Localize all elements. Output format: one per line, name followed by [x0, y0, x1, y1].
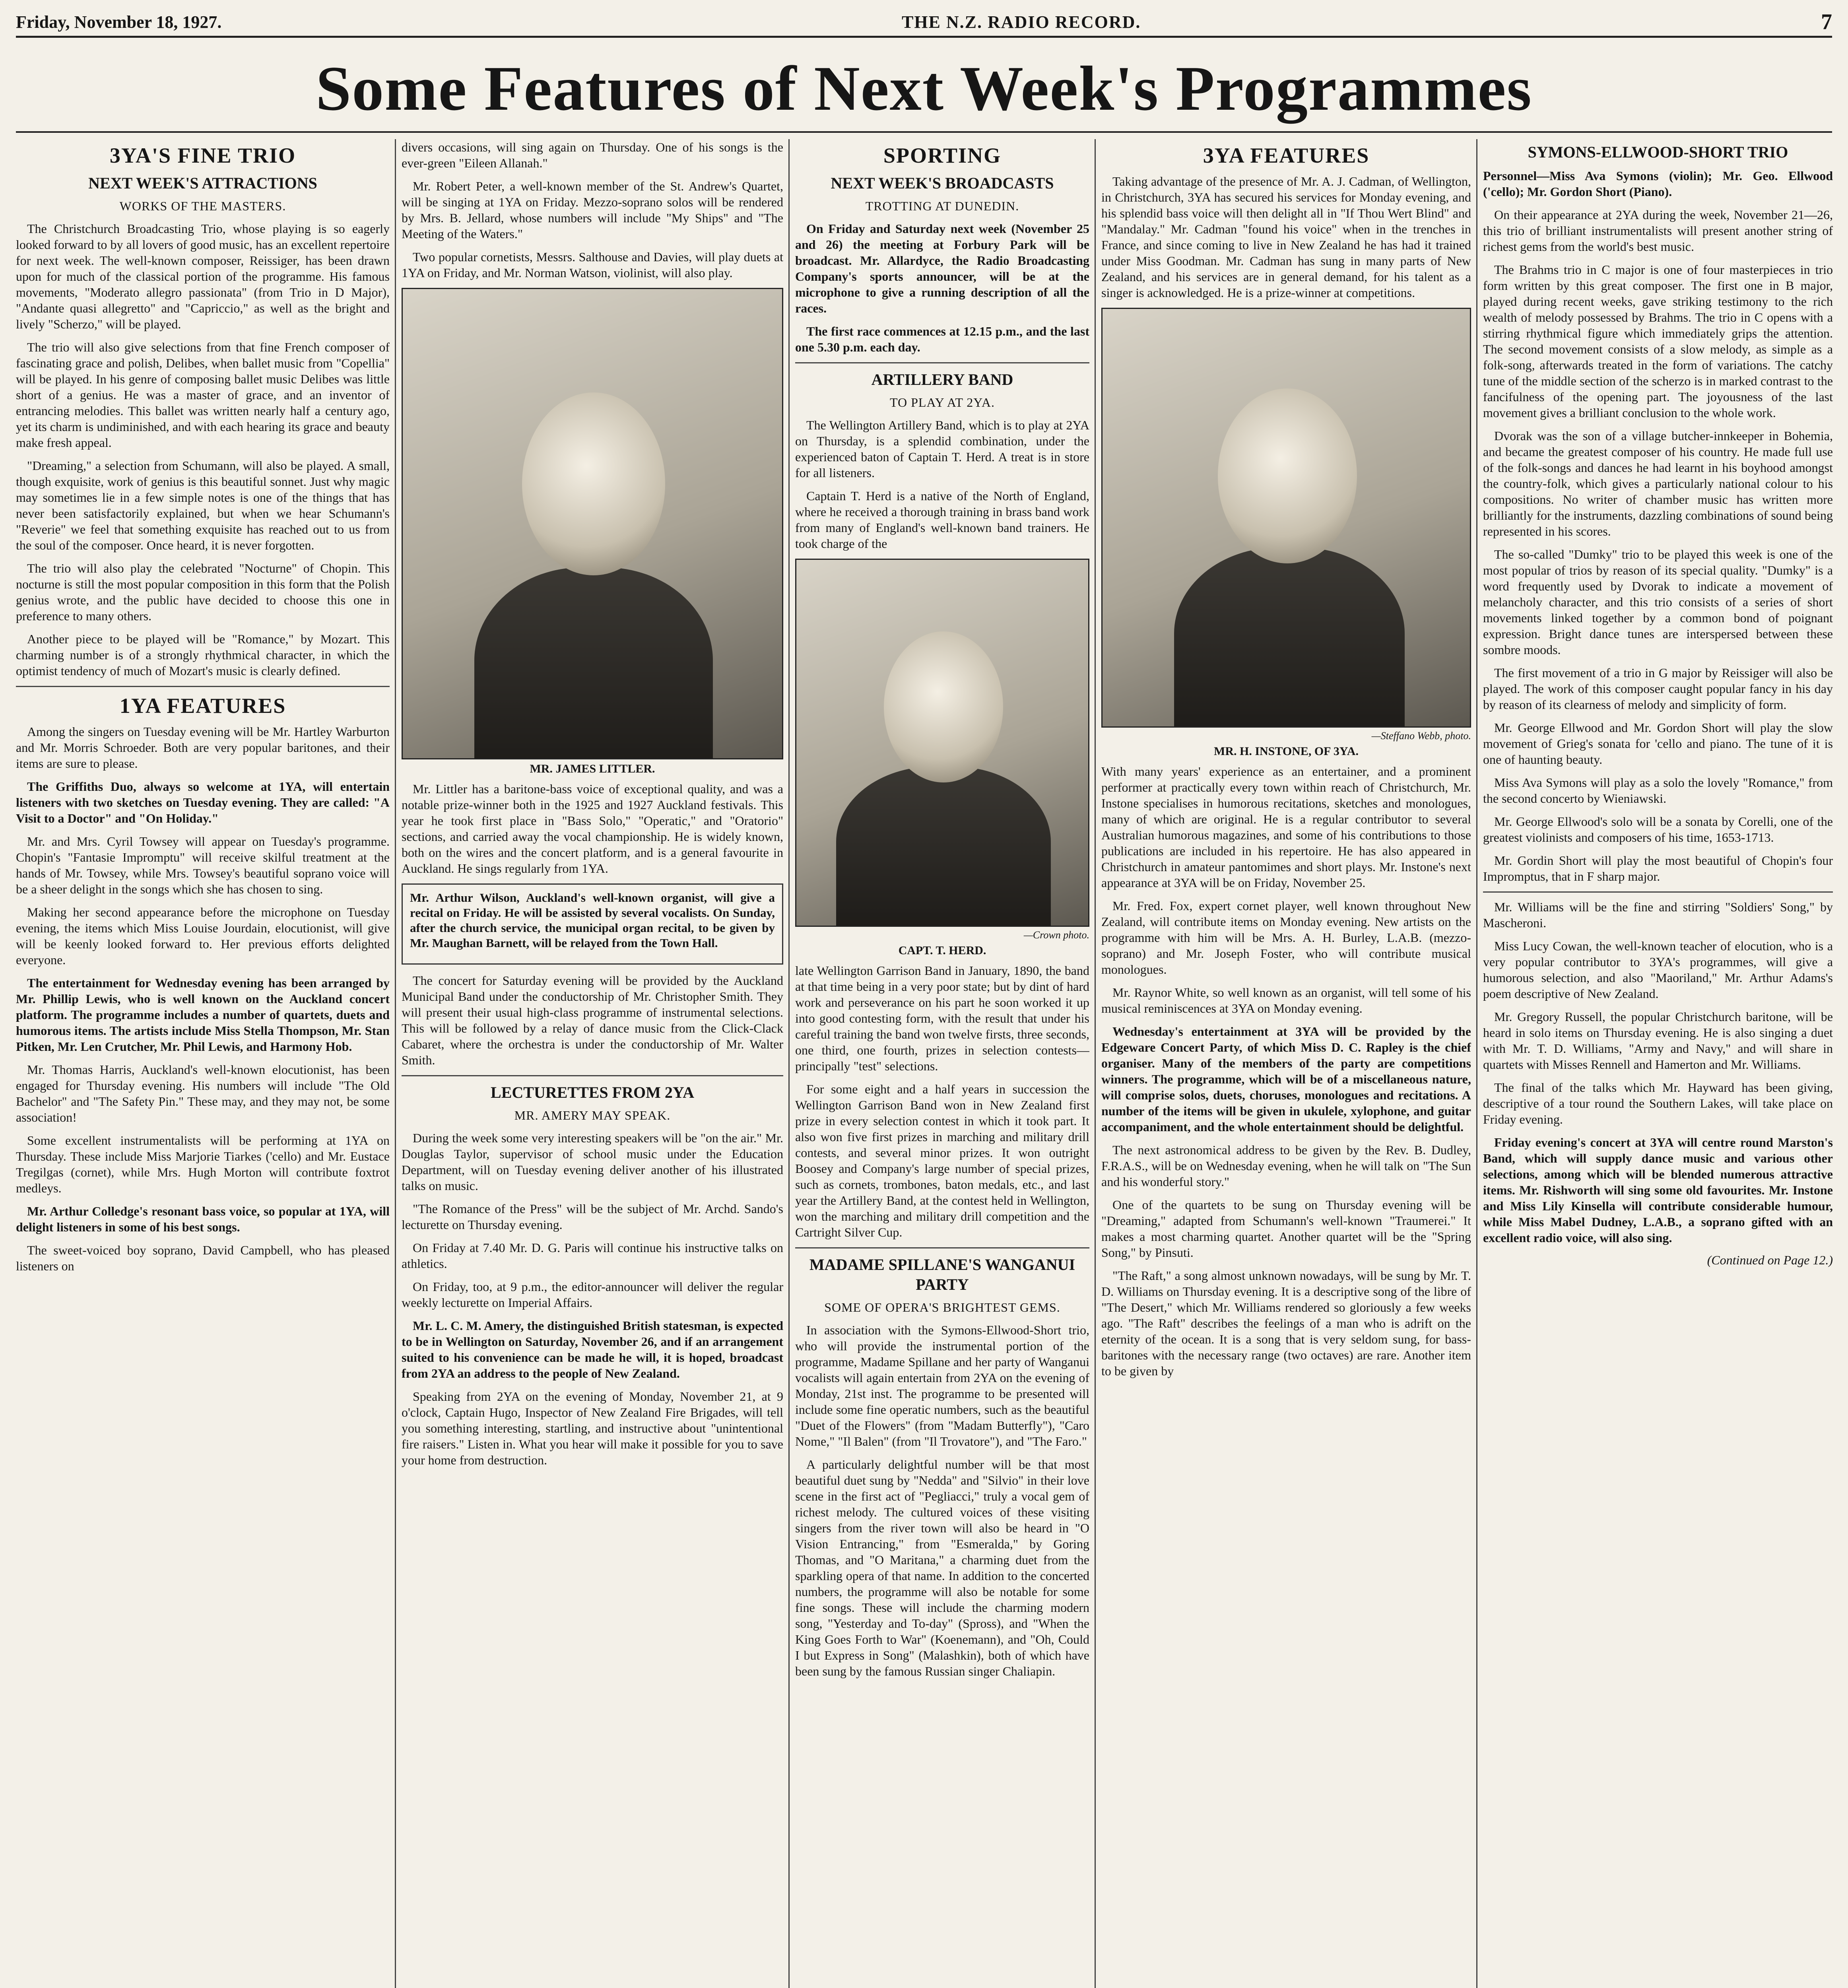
article-heading: MADAME SPILLANE'S WANGANUI PARTY — [809, 1256, 1075, 1293]
paragraph: Speaking from 2YA on the evening of Monday, November 21, at 9 o'clock, Captain Hugo, Inspector of New Zealand Fire Brigades, will tell you something interesting, startling, and instructive about "unintentional fire raisers." Listen in. What you hear will make it possible for you to save your home from destruction. — [402, 1389, 783, 1467]
paragraph: One of the quartets to be sung on Thursday evening will be "Dreaming," adapted from Schumann's well-known "Traumerei." It makes a most charming quartet. Another quartet will be the "Spring Song," by Pinsuti. — [1101, 1198, 1471, 1260]
paragraph: "Dreaming," a selection from Schumann, will also be played. A small, though exquisite, work of genius is this beautiful sonnet. Just why magic may sometimes lie in a few simple notes is one of the things that has never been satisfactorily explained, but when we hear Schumann's "Reverie" we feel that something exquisite has reached out to us from the soul of the composer. Once heard, it is never forgotten. — [16, 458, 390, 552]
photo-caption: CAPT. T. HERD. — [898, 944, 986, 957]
paragraph: Mr. Williams will be the fine and stirring "Soldiers' Song," by Mascheroni. — [1483, 900, 1833, 930]
column-2 — [402, 139, 783, 1988]
folio-date: Friday, November 18, 1927. — [16, 12, 222, 32]
divider — [16, 686, 390, 687]
column-5 — [1483, 139, 1833, 1988]
paragraph: Mr. George Ellwood and Mr. Gordon Short will play the slow movement of Grieg's sonata for 'cello and piano. The tune of it is one of haunting beauty. — [1483, 720, 1833, 767]
paragraph: Taking advantage of the presence of Mr. A. J. Cadman, of Wellington, in Christchurch, 3YA has secured his services for Monday evening, and his splendid bass voice will then delight all in "If Thou Wert Blind" and "Mandalay." Mr. Cadman "found his voice" when in the trenches in France, and since coming to live in New Zealand he has had it trained under Miss Goodman. Mr. Cadman has sung in many parts of New Zealand, and his services are in general demand, for his talent as a singer is acknowledged. He is a prize-winner at competitions. — [1101, 174, 1471, 300]
paragraph: Miss Ava Symons will play as a solo the lovely "Romance," from the second concerto by Wieniawski. — [1483, 775, 1833, 806]
paragraph: Wednesday's entertainment at 3YA will be provided by the Edgeware Concert Party, of which Miss D. C. Rapley is the chief organiser. Many of the members of the party are competitions winners. The programme, which will be of a miscellaneous nature, will comprise solos, duets, choruses, monologues and recitations. A number of the items will be given in ukulele, xylophone, and guitar accompaniment, and the whole entertainment should be delightful. — [1101, 1024, 1471, 1134]
divider — [402, 1075, 783, 1076]
article-heading: 1YA FEATURES — [119, 694, 286, 718]
column-rule — [395, 139, 396, 1988]
paragraph: The concert for Saturday evening will be provided by the Auckland Municipal Band under the conductorship of Mr. Christopher Smith. They will present their usual high-class programme of instrumental selections. This will be followed by a relay of dance music from the Click-Clack Cabaret, where the orchestra is under the conductorship of Mr. Walter Smith. — [402, 973, 783, 1067]
portrait-face — [884, 631, 1003, 782]
paragraph: The Griffiths Duo, always so welcome at 1YA, will entertain listeners with two sketches on Tuesday evening. They are called: "A Visit to a Doctor" and "On Holiday." — [16, 779, 390, 825]
paragraph: Another piece to be played will be "Romance," by Mozart. This charming number is of a strongly rhythmical character, in which the optimist tendency of much of Mozart's music is clearly defined. — [16, 632, 390, 678]
paragraph: Mr. and Mrs. Cyril Towsey will appear on Tuesday's programme. Chopin's "Fantasie Impromptu" will receive skilful treatment at the hands of Mr. Towsey, while Mrs. Towsey's beautiful soprano voice will be a sheer delight in the songs which she has chosen to sing. — [16, 834, 390, 896]
paragraph: The first movement of a trio in G major by Reissiger will also be played. The work of this composer caught popular fancy in his day by reason of its clearness of melody and simplicity of form. — [1483, 666, 1833, 712]
portrait-figure — [1174, 547, 1405, 728]
paragraph: Among the singers on Tuesday evening will be Mr. Hartley Warburton and Mr. Morris Schroeder. Both are very popular baritones, and their items are sure to please. — [16, 724, 390, 771]
photo-caption: MR. H. INSTONE, OF 3YA. — [1214, 745, 1359, 758]
photo-caption: MR. JAMES LITTLER. — [530, 762, 655, 775]
paragraph: The first race commences at 12.15 p.m., and the last one 5.30 p.m. each day. — [795, 324, 1089, 354]
column-1 — [16, 139, 390, 1988]
article-tagline: SOME OF OPERA'S BRIGHTEST GEMS. — [824, 1300, 1060, 1314]
paragraph: With many years' experience as an entertainer, and a prominent performer at practically every town within reach of Christchurch, Mr. Instone specialises in humorous recitations, sketches and monologues, many of which are original. He is a regular contributor to several Australian humorous magazines, and some of his contributions to those publications are included in his repertoire. He has also appeared in Christchurch in amateur pantomimes and short plays. Mr. Instone's next appearance at 3YA will be on Friday, November 25. — [1101, 764, 1471, 890]
continued-note: (Continued on Page 12.) — [1707, 1253, 1833, 1267]
article-subheading: NEXT WEEK'S BROADCASTS — [831, 174, 1054, 192]
article-heading: SYMONS-ELLWOOD-SHORT TRIO — [1528, 143, 1788, 161]
paragraph: Mr. Raynor White, so well known as an organist, will tell some of his musical reminiscences at 3YA on Monday evening. — [1101, 985, 1471, 1015]
paragraph: The next astronomical address to be given by the Rev. B. Dudley, F.R.A.S., will be on Wednesday evening, when he will talk on "The Sun and his wonderful story." — [1101, 1143, 1471, 1189]
paragraph: Mr. Gordin Short will play the most beautiful of Chopin's four Impromptus, that in F sharp major. — [1483, 853, 1833, 883]
boxed-notice — [402, 883, 783, 965]
paragraph: On their appearance at 2YA during the week, November 21—26, this trio of brilliant instrumentalists will present another string of richest gems from the world's best music. — [1483, 208, 1833, 254]
paragraph: The trio will also play the celebrated "Nocturne" of Chopin. This nocturne is still the most popular composition in this form that the Polish genius wrote, and the public have decided to choose this one in preference to many others. — [16, 561, 390, 623]
paragraph: The Wellington Artillery Band, which is to play at 2YA on Thursday, is a splendid combination, under the experienced baton of Captain T. Herd. A treat is in store for all listeners. — [795, 418, 1089, 480]
article-tagline: TO PLAY AT 2YA. — [890, 395, 995, 410]
personnel-line: Personnel—Miss Ava Symons (violin); Mr. Geo. Ellwood ('cello); Mr. Gordon Short (Piano). — [1483, 169, 1833, 199]
article-subheading: NEXT WEEK'S ATTRACTIONS — [88, 174, 317, 192]
paragraph: The Christchurch Broadcasting Trio, whose playing is so eagerly looked forward to by all lovers of good music, has an excellent repertoire for next week. The well-known composer, Reissiger, has been drawn upon for much of the classical portion of the programme. His famous movements, "Moderato allegro passionata" (from Trio in D Major), "Andante quasi allegretto" and "Capriccio," as well as the bright and lively "Scherzo," will be played. — [16, 221, 390, 331]
column-rule — [1095, 139, 1096, 1988]
paragraph: Mr. L. C. M. Amery, the distinguished British statesman, is expected to be in Wellington on Saturday, November 26, and if an arrangement suited to his convenience can be made he will, it is hoped, broadcast from 2YA an address to the people of New Zealand. — [402, 1318, 783, 1380]
paragraph: The entertainment for Wednesday evening has been arranged by Mr. Phillip Lewis, who is well known on the Auckland concert platform. The programme includes a number of quartets, duets and humorous items. The artists include Miss Stella Thompson, Mr. Stan Pitken, Mr. Len Crutcher, Mr. Phil Lewis, and Harmony Hob. — [16, 976, 390, 1054]
paragraph: Mr. Fred. Fox, expert cornet player, well known throughout New Zealand, will contribute items on Monday evening. New artists on the programme with him will be Mrs. A. H. Burley, L.A.B. (mezzo-soprano) and Mr. Joseph Foster, who will contribute musical monologues. — [1101, 899, 1471, 977]
article-heading: LECTURETTES FROM 2YA — [491, 1083, 694, 1101]
folio-paper-name: THE N.Z. RADIO RECORD. — [901, 12, 1141, 32]
paragraph: On Friday, too, at 9 p.m., the editor-announcer will deliver the regular weekly lecturette on Imperial Affairs. — [402, 1279, 783, 1310]
paragraph: Two popular cornetists, Messrs. Salthouse and Davies, will play duets at 1YA on Friday, and Mr. Norman Watson, violinist, will also play. — [402, 250, 783, 280]
divider — [795, 362, 1089, 363]
paragraph: "The Raft," a song almost unknown nowadays, will be sung by Mr. T. D. Williams on Thursday evening. It is a descriptive song of the libre of "The Desert," which Mr. Williams rendered so gloriously a few weeks ago. "The Raft" describes the feelings of a man who is adrift on the eternity of the ocean. It is a song that is very seldom sung, for bass-baritones with the necessary range (two octaves) are rare. Another item to be given by — [1101, 1268, 1471, 1378]
paragraph: Some excellent instrumentalists will be performing at 1YA on Thursday. These include Miss Marjorie Tiarkes ('cello) and Mr. Eustace Tregilgas (cornet), while Mrs. Hugh Morton will contribute foxtrot medleys. — [16, 1133, 390, 1195]
portrait-figure — [474, 567, 713, 759]
folio-line — [16, 8, 1832, 38]
paragraph: Captain T. Herd is a native of the North of England, where he received a thorough training in brass band work from many of England's well-known band trainers. He took charge of the — [795, 489, 1089, 551]
article-tagline: MR. AMERY MAY SPEAK. — [514, 1108, 671, 1122]
article-heading: 3YA FEATURES — [1203, 144, 1370, 167]
paragraph: Mr. George Ellwood's solo will be a sonata by Corelli, one of the greatest violinists and composers of his time, 1653-1713. — [1483, 814, 1833, 845]
article-tagline: TROTTING AT DUNEDIN. — [865, 199, 1019, 213]
paragraph: "The Romance of the Press" will be the subject of Mr. Archd. Sando's lecturette on Thursday evening. — [402, 1202, 783, 1232]
article-heading: ARTILLERY BAND — [871, 371, 1013, 388]
article-tagline: WORKS OF THE MASTERS. — [119, 199, 286, 213]
portrait-face — [1218, 388, 1357, 563]
divider — [1483, 891, 1833, 893]
column-rule — [1476, 139, 1477, 1988]
paragraph: Dvorak was the son of a village butcher-innkeeper in Bohemia, and became the greatest composer of his country. He made full use of the folk-songs and dances he had learnt in his boyhood amongst the country-folk, which gives a particularly national colour to his compositions. No writer of chamber music has written more brilliantly for the instruments, dazzling combinations of sound being represented in his scores. — [1483, 429, 1833, 538]
folio-page-number: 7 — [1821, 10, 1832, 34]
portrait-photo-littler — [402, 288, 783, 759]
column-rule — [788, 139, 790, 1988]
paragraph: Making her second appearance before the microphone on Tuesday evening, the items which Miss Louise Jourdain, elocutionist, will give will be keenly looked forward to. Her previous efforts delighted everyone. — [16, 905, 390, 967]
paragraph: divers occasions, will sing again on Thursday. One of his songs is the ever-green "Eileen Allanah." — [402, 140, 783, 170]
paragraph: The trio will also give selections from that fine French composer of fascinating grace and polish, Delibes, when ballet music from "Copellia" will be played. In his genre of composing ballet music Delibes was little short of a genius. He was a master of grace, and an inventor of entrancing melodies. This ballet was written nearly half a century ago, yet its charm is undiminished, and with each hearing its grace and beauty make fresh appeal. — [16, 340, 390, 450]
portrait-photo-herd — [795, 559, 1089, 927]
paragraph: Mr. Arthur Wilson, Auckland's well-known organist, will give a recital on Friday. He will be assisted by several vocalists. On Sunday, after the church service, the municipal organ recital, to be given by Mr. Maughan Barnett, will be relayed from the Town Hall. — [410, 891, 775, 950]
paragraph: On Friday at 7.40 Mr. D. G. Paris will continue his instructive talks on athletics. — [402, 1241, 783, 1271]
paragraph: On Friday and Saturday next week (November 25 and 26) the meeting at Forbury Park will be broadcast. Mr. Allardyce, the Radio Broadcasting Company's sports announcer, will be at the microphone to give a running description of all the races. — [795, 221, 1089, 315]
column-4 — [1101, 139, 1471, 1988]
paragraph: For some eight and a half years in succession the Wellington Garrison Band won in New Zealand first prize in every selection contest in which it took part. It also won five first prizes in marching and military drill contests, and several minor prizes. It won outright Boosey and Company's large number of special prizes, such as cornets, trombones, baton medals, etc., and last year the Artillery Band, at the contest held in Wellington, won the marching and military drill competition and the Cartright Silver Cup. — [795, 1082, 1089, 1239]
paragraph: Mr. Thomas Harris, Auckland's well-known elocutionist, has been engaged for Thursday evening. His numbers will include "The Old Bachelor" and "The Safety Pin." These may, and they may not, be some association! — [16, 1062, 390, 1124]
paragraph: Mr. Robert Peter, a well-known member of the St. Andrew's Quartet, will be singing at 1YA on Friday. Mezzo-soprano solos will be rendered by Mrs. B. Jellard, whose numbers will include "My Ships" and "The Meeting of the Waters." — [402, 179, 783, 241]
paragraph: late Wellington Garrison Band in January, 1890, the band at that time being in a very poor state; but by dint of hard work and perseverance on his part he soon worked it up into good contesting form, with the result that under his careful training the band won twelve firsts, three seconds, one third, one fourth, prizes in selection contests—principally "test" selections. — [795, 963, 1089, 1073]
divider — [795, 1247, 1089, 1248]
paragraph: The so-called "Dumky" trio to be played this week is one of the most popular of trios by reason of its special quality. "Dumky" is a word frequently used by Dvorak to indicate a movement of melancholy character, and this trio consists of a series of short movements linked together by a common bond of poignant expression. Bright dance tunes are interspersed between these sombre moods. — [1483, 547, 1833, 657]
portrait-figure — [836, 767, 1051, 927]
column-3 — [795, 139, 1089, 1988]
paragraph: The sweet-voiced boy soprano, David Campbell, who has pleased listeners on — [16, 1243, 390, 1273]
portrait-face — [522, 392, 665, 575]
paragraph: Miss Lucy Cowan, the well-known teacher of elocution, who is a very popular contributor to 3YA's programmes, will give a humorous selection, and also "Maoriland," Mr. Arthur Adams's poem descriptive of New Zealand. — [1483, 939, 1833, 1001]
paragraph: In association with the Symons-Ellwood-Short trio, who will provide the instrumental portion of the programme, Madame Spillane and her party of Wanganui vocalists will again entertain from 2YA on the evening of Monday, 21st inst. The programme to be presented will include some fine operatic numbers, such as the beautiful "Duet of the Flowers" (from "Madam Butterfly"), "Caro Nome," "Il Balen" (from "Il Trovatore"), and "The Faro." — [795, 1323, 1089, 1448]
paragraph: Mr. Arthur Colledge's resonant bass voice, so popular at 1YA, will delight listeners in some of his best songs. — [16, 1204, 390, 1234]
paragraph: A particularly delightful number will be that most beautiful duet sung by "Nedda" and "Silvio" in their love scene in the first act of "Pegliacci," truly a vocal gem of richest melody. The cultured voices of these visiting singers from the river town will also be heard in "O Vision Entrancing," from "Esmeralda," by Goring Thomas, and "O Maritana," a charming duet from the sparkling opera of that name. In addition to the concerted numbers, the programme will also be notable for some fine songs. These will include the charming modern song, "Yesterday and To-day" (Spross), and "When the King Goes Forth to War" (Koenemann), and "Oh, Could I but Express in Song" (Malashkin), both of which have been sung by the famous Russian singer Chaliapin. — [795, 1457, 1089, 1678]
portrait-photo-instone — [1101, 308, 1471, 728]
paragraph: The final of the talks which Mr. Hayward has been giving, descriptive of a tour round the Southern Lakes, will take place on Friday evening. — [1483, 1080, 1833, 1126]
paragraph: The Brahms trio in C major is one of four masterpieces in trio form written by this great composer. The first one in B major, played during recent weeks, gave striking testimony to the rich wealth of melody possessed by Brahms. The trio in C opens with a stirring rhythmical figure which immediately grips the attention. The second movement consists of a slow melody, as simple as a folk-song, afterwards treated in the form of variations. The catchy tune of the middle section of the scherzo is in marked contrast to the fancifulness of the opening part. The joyousness of the last movement gives a brilliant conclusion to the whole work. — [1483, 262, 1833, 420]
page-headline: Some Features of Next Week's Programmes — [16, 46, 1832, 133]
photo-credit: —Crown photo. — [1023, 929, 1089, 941]
paragraph: Mr. Littler has a baritone-bass voice of exceptional quality, and was a notable prize-winner both in the 1925 and 1927 Auckland festivals. This year he took first place in "Bass Solo," "Operatic," and "Oratorio" sections, and carried away the vocal championship. He is widely known, both on the wires and the concert platform, and is a general favourite in Auckland. He sings regularly from 1YA. — [402, 782, 783, 876]
paragraph: Mr. Gregory Russell, the popular Christchurch baritone, will be heard in solo items on Thursday evening. He is also singing a duet with Mr. T. D. Williams, "Army and Navy," and will share in quartets with Misses Rennell and Hamerton and Mr. Williams. — [1483, 1010, 1833, 1072]
article-heading: 3YA'S FINE TRIO — [109, 144, 296, 167]
article-heading: SPORTING — [883, 144, 1002, 167]
paragraph: Friday evening's concert at 3YA will centre round Marston's Band, which will supply dance music and various other selections, among which will be blended numerous attractive items. Mr. Rishworth will sing some old favourites. Mr. Instone and Miss Lily Kinsella will contribute considerable humour, while Miss Mabel Dudney, L.A.B., a soprano gifted with an excellent radio voice, will also sing. — [1483, 1135, 1833, 1245]
paragraph: During the week some very interesting speakers will be "on the air." Mr. Douglas Taylor, supervisor of school music under the Education Department, will on Tuesday evening deliver another of his illustrated talks on music. — [402, 1131, 783, 1193]
photo-credit: —Steffano Webb, photo. — [1371, 730, 1471, 742]
